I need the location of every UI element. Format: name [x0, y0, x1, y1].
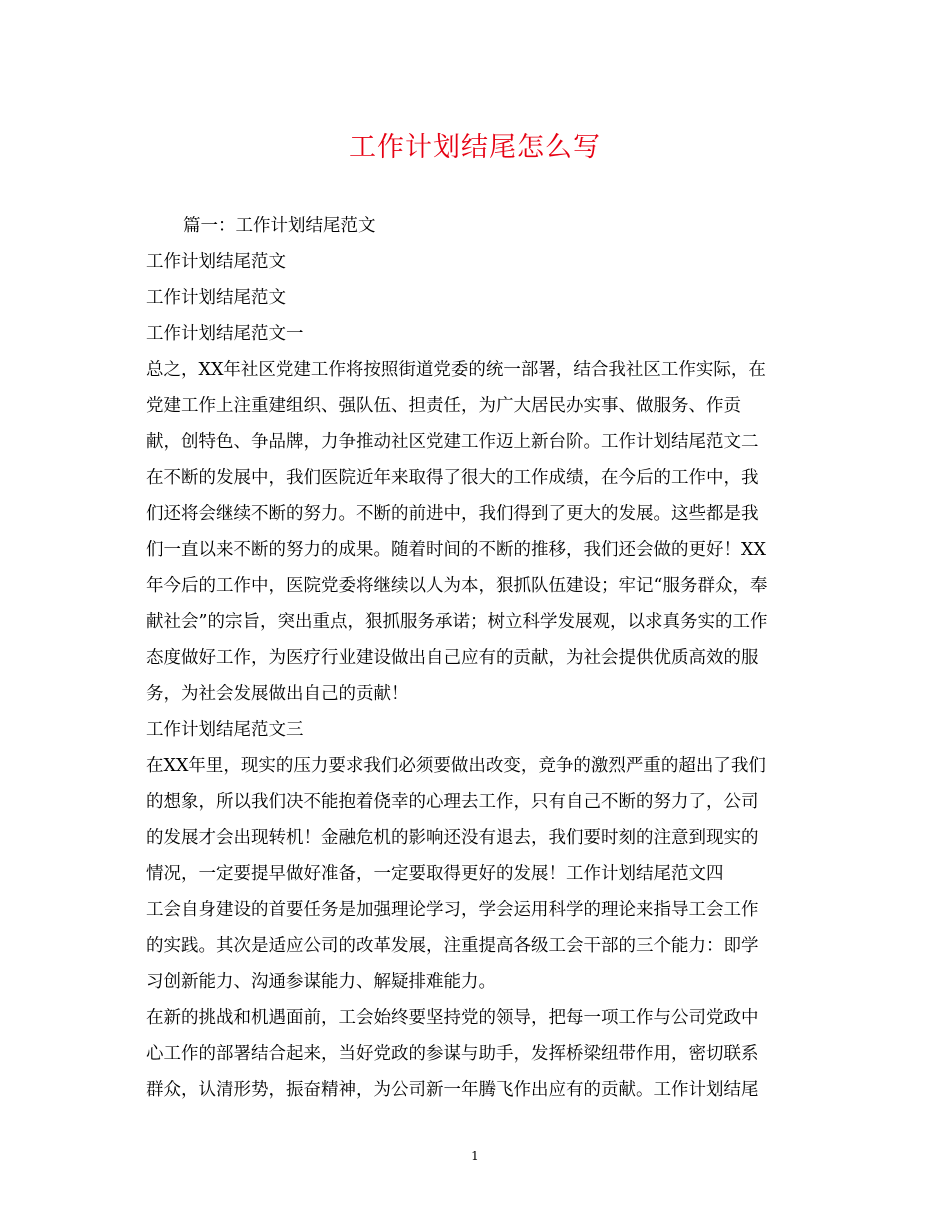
text-line: 情况，一定要提早做好准备，一定要取得更好的发展！工作计划结尾范文四	[146, 864, 724, 884]
document-body	[146, 208, 806, 1108]
text-line: 工作计划结尾范文三	[146, 720, 304, 740]
page-number: 1	[471, 1149, 479, 1163]
text-line: 工作计划结尾范文一	[146, 324, 304, 344]
text-line: 工会自身建设的首要任务是加强理论学习，学会运用科学的理论来指导工会工作	[146, 900, 759, 920]
text-line: 的发展才会出现转机！金融危机的影响还没有退去，我们要时刻的注意到现实的	[146, 828, 759, 848]
text-line: 群众，认清形势，振奋精神，为公司新一年腾飞作出应有的贡献。工作计划结尾	[146, 1080, 759, 1100]
text-line: 的想象，所以我们决不能抱着侥幸的心理去工作，只有自己不断的努力了，公司	[146, 792, 759, 812]
text-line: 献社会”的宗旨，突出重点，狠抓服务承诺；树立科学发展观，以求真务实的工作	[146, 612, 768, 632]
text-line: 在新的挑战和机遇面前，工会始终要坚持党的领导，把每一项工作与公司党政中	[146, 1008, 759, 1028]
text-line: 年今后的工作中，医院党委将继续以人为本，狠抓队伍建设；牢记“服务群众，奉	[146, 576, 768, 596]
text-line: 务，为社会发展做出自己的贡献！	[146, 684, 409, 704]
text-line: 态度做好工作，为医疗行业建设做出自己应有的贡献，为社会提供优质高效的服	[146, 648, 759, 668]
text-line: 工作计划结尾范文	[146, 252, 286, 272]
text-line: 在XX年里，现实的压力要求我们必须要做出改变，竞争的激烈严重的超出了我们	[146, 756, 766, 776]
text-line: 献，创特色、争品牌，力争推动社区党建工作迈上新台阶。工作计划结尾范文二	[146, 432, 759, 452]
text-line: 心工作的部署结合起来，当好党政的参谋与助手，发挥桥梁纽带作用，密切联系	[146, 1044, 759, 1064]
section-heading: 篇一：工作计划结尾范文	[183, 216, 376, 236]
text-line: 党建工作上注重建组织、强队伍、担责任，为广大居民办实事、做服务、作贡	[146, 396, 741, 416]
text-line: 总之，XX年社区党建工作将按照街道党委的统一部署，结合我社区工作实际，在	[146, 360, 766, 380]
text-line: 们还将会继续不断的努力。不断的前进中，我们得到了更大的发展。这些都是我	[146, 504, 759, 524]
text-line: 们一直以来不断的努力的成果。随着时间的不断的推移，我们还会做的更好！XX	[146, 540, 766, 560]
document-title: 工作计划结尾怎么写	[349, 132, 601, 163]
text-line: 工作计划结尾范文	[146, 288, 286, 308]
text-line: 习创新能力、沟通参谋能力、解疑排难能力。	[146, 972, 496, 992]
text-line: 的实践。其次是适应公司的改革发展，注重提高各级工会干部的三个能力：即学	[146, 936, 759, 956]
text-line: 在不断的发展中，我们医院近年来取得了很大的工作成绩，在今后的工作中，我	[146, 468, 759, 488]
